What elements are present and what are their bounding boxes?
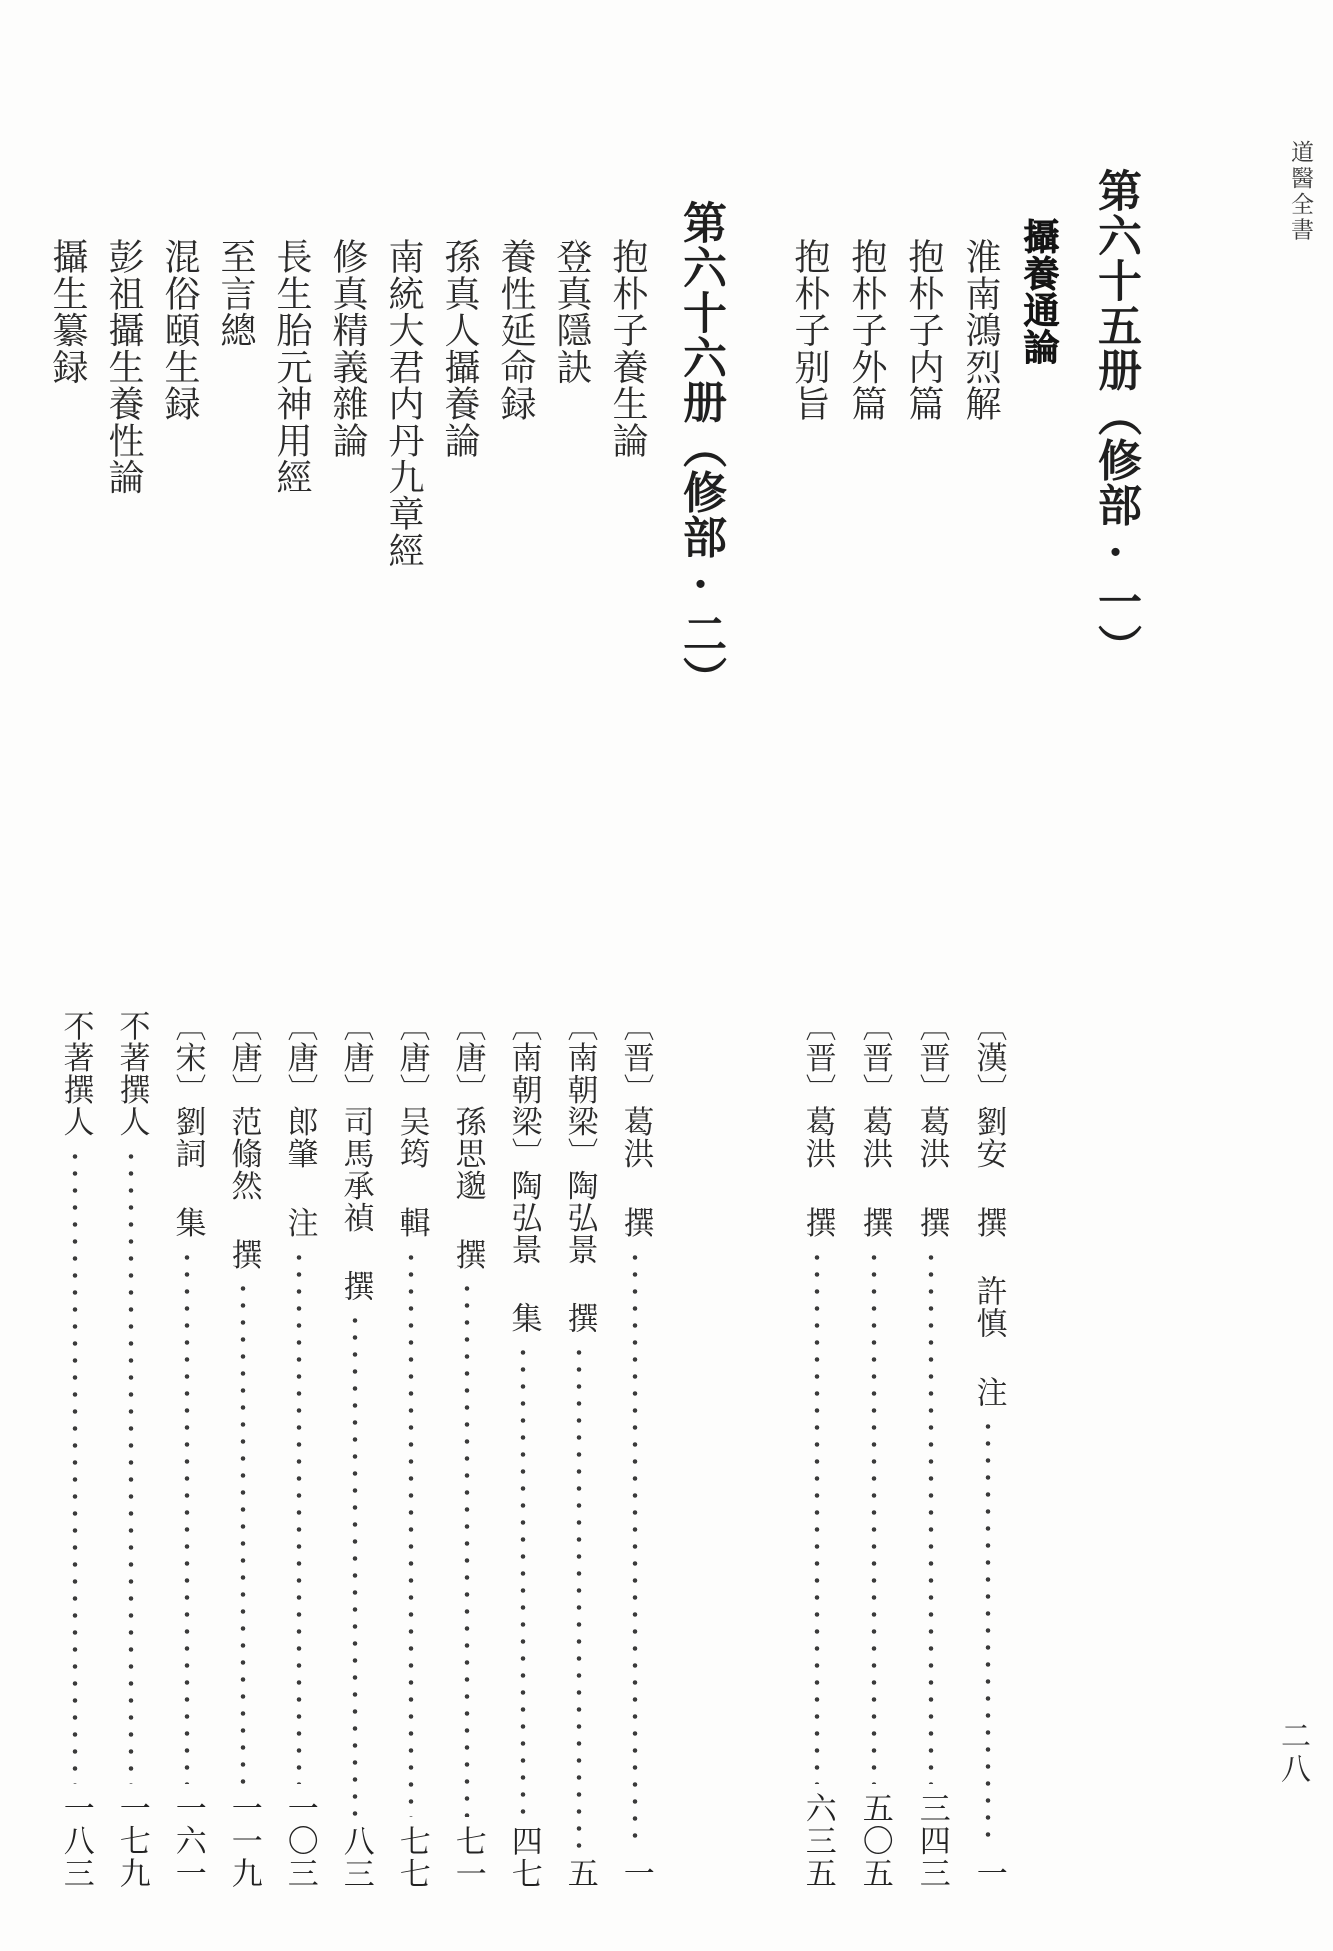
author-label: 不著撰人 (113, 1010, 150, 1138)
toc-entry-title[interactable]: 混俗頤生録 (159, 238, 200, 422)
toc-entry-attribution (441, 1010, 493, 1890)
toc-entry-attribution (848, 1010, 900, 1890)
toc-entry-title[interactable]: 攝生纂録 (47, 238, 88, 385)
author-label: 〔南朝梁〕陶弘景 撰 (561, 1010, 598, 1335)
author-label: 〔唐〕郎肇 注 (281, 1010, 318, 1239)
toc-entry-attribution (105, 1010, 157, 1890)
dot-leader (126, 1148, 136, 1785)
toc-entry-attribution (385, 1010, 437, 1890)
page-reference: 一 (617, 1857, 654, 1890)
page-reference: 五 (561, 1857, 598, 1890)
toc-entry-title[interactable]: 修真精義雜論 (327, 238, 368, 459)
toc-entry-attribution (273, 1010, 325, 1890)
dot-leader (70, 1148, 80, 1785)
dot-leader (926, 1249, 936, 1785)
toc-entry-attribution (791, 1010, 843, 1890)
dot-leader (182, 1249, 192, 1785)
toc-entry-title[interactable]: 抱朴子内篇 (903, 238, 944, 422)
dot-leader (238, 1280, 248, 1784)
page-reference: 一 (970, 1857, 1007, 1890)
volume-title: 第六十六册（修部·二） (675, 200, 726, 701)
toc-entry-title[interactable]: 長生胎元神用經 (271, 238, 312, 496)
toc-entry-title[interactable]: 登真隱訣 (551, 238, 592, 385)
author-label: 〔晋〕葛洪 撰 (799, 1010, 836, 1239)
dot-leader (630, 1249, 640, 1850)
toc-entry-attribution (497, 1010, 549, 1890)
dot-leader (294, 1249, 304, 1785)
toc-entry-attribution (217, 1010, 269, 1890)
author-label: 〔唐〕范翛然 撰 (225, 1010, 262, 1271)
author-label: 〔晋〕葛洪 撰 (856, 1010, 893, 1239)
toc-entry-attribution (329, 1010, 381, 1890)
page-reference: 一六一 (169, 1792, 206, 1890)
dot-leader (406, 1249, 416, 1817)
dot-leader (812, 1249, 822, 1785)
section-title: 攝養通論 (1018, 218, 1060, 365)
author-label: 〔唐〕吴筠 輯 (393, 1010, 430, 1239)
toc-entry-title[interactable]: 抱朴子養生論 (607, 238, 648, 459)
toc-entry-title[interactable]: 彭祖攝生養性論 (103, 238, 144, 496)
page-reference: 一〇三 (281, 1792, 318, 1890)
author-label: 〔漢〕劉安 撰 許慎 注 (970, 1010, 1007, 1409)
toc-entry-title[interactable]: 南統大君内丹九章經 (383, 238, 424, 569)
dot-leader (869, 1249, 879, 1785)
toc-entry-attribution (553, 1010, 605, 1890)
toc-entry-title[interactable]: 抱朴子外篇 (846, 238, 887, 422)
dot-leader (574, 1344, 584, 1849)
dot-leader (350, 1312, 360, 1817)
toc-entry-title[interactable]: 至言總 (215, 238, 256, 349)
toc-entry-attribution (49, 1010, 101, 1890)
volume-title: 第六十五册（修部·一） (1090, 168, 1141, 669)
page-reference: 一七九 (113, 1792, 150, 1890)
dot-leader (983, 1418, 993, 1849)
page-reference: 八三 (337, 1824, 374, 1890)
author-label: 〔晋〕葛洪 撰 (617, 1010, 654, 1239)
page-reference: 七一 (449, 1824, 486, 1890)
toc-entry-title[interactable]: 抱朴子别旨 (789, 238, 830, 422)
toc-entry-attribution (905, 1010, 957, 1890)
dot-leader (462, 1280, 472, 1816)
page-reference: 一一九 (225, 1792, 262, 1890)
author-label: 〔宋〕劉詞 集 (169, 1010, 206, 1239)
author-label: 〔晋〕葛洪 撰 (913, 1010, 950, 1239)
author-label: 不著撰人 (57, 1010, 94, 1138)
toc-entry-attribution (161, 1010, 213, 1890)
author-label: 〔南朝梁〕陶弘景 集 (505, 1010, 542, 1335)
toc-entry-title[interactable]: 淮南鴻烈解 (960, 238, 1001, 422)
running-header: 道醫全書 (1287, 140, 1313, 244)
toc-entry-title[interactable]: 孫真人攝養論 (439, 238, 480, 459)
toc-entry-title[interactable]: 養性延命録 (495, 238, 536, 422)
page-reference: 一八三 (57, 1792, 94, 1890)
author-label: 〔唐〕司馬承禎 撰 (337, 1010, 374, 1303)
toc-authors-block (0, 1010, 1333, 1951)
page-reference: 四七 (505, 1824, 542, 1890)
dot-leader (518, 1344, 528, 1817)
page-reference: 五〇五 (856, 1792, 893, 1890)
page-reference: 七七 (393, 1824, 430, 1890)
page-number: 二八 (1275, 1720, 1310, 1786)
page-reference: 三四三 (913, 1792, 950, 1890)
toc-entry-attribution (962, 1010, 1014, 1890)
page-reference: 六三五 (799, 1792, 836, 1890)
toc-entry-attribution (609, 1010, 661, 1890)
author-label: 〔唐〕孫思邈 撰 (449, 1010, 486, 1271)
